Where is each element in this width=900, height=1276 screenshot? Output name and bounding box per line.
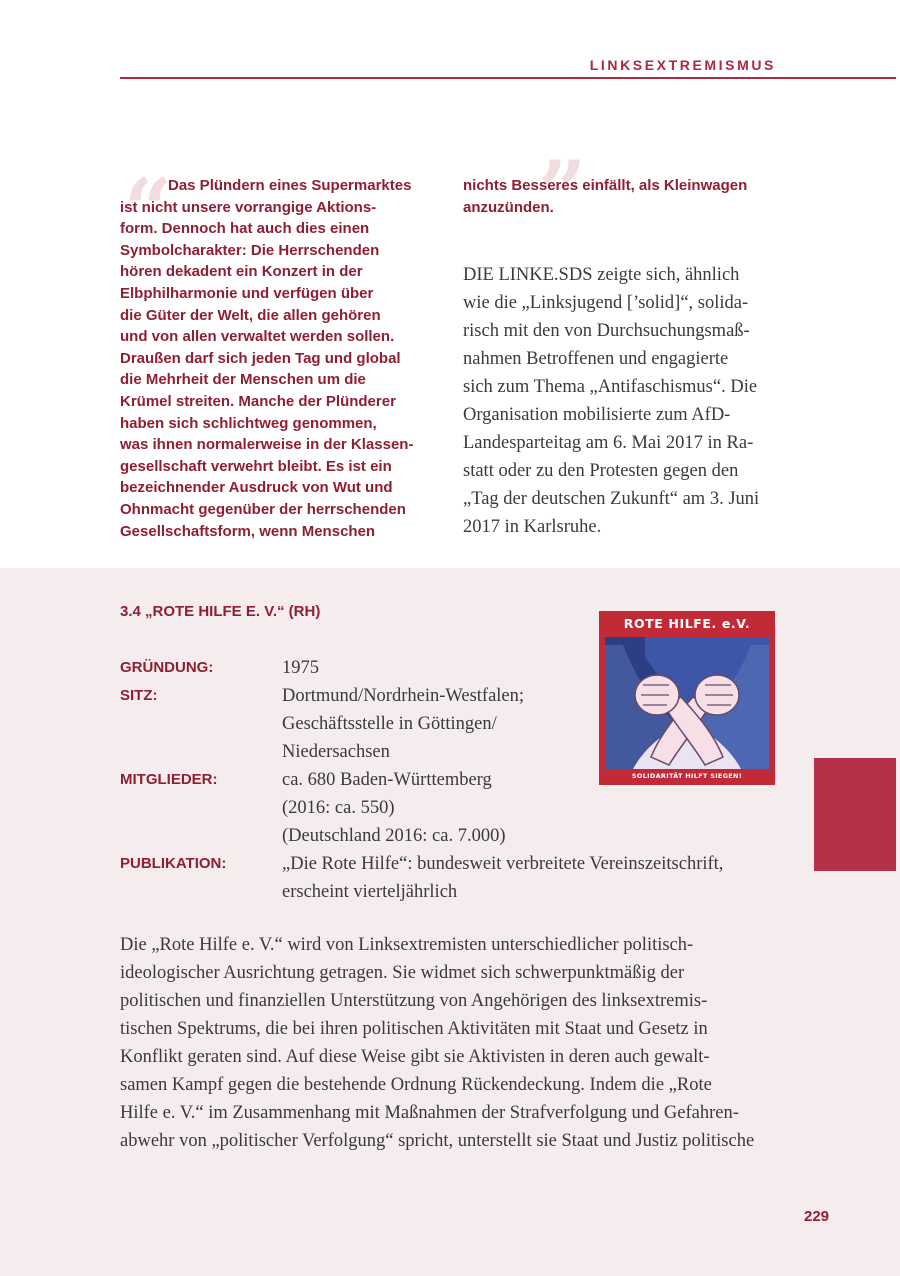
quote-line: die Güter der Welt, die allen gehören [120,306,381,324]
paragraph-line: Konflikt geraten sind. Auf diese Weise gibt sie Aktivisten in deren auch gewalt- [120,1047,710,1067]
paragraph-line: wie die „Linksjugend [’solid]“, solida- [463,293,749,313]
quote-line: Ohnmacht gegenüber der herrschenden [120,500,406,518]
paragraph-line: abwehr von „politischer Verfolgung“ spricht, unterstellt sie Staat und Justiz politische [120,1131,755,1151]
fact-value-publikation [282,850,723,906]
paragraph-line: ideologischer Ausrichtung getragen. Sie widmet sich schwerpunktmäßig der [120,963,685,983]
quote-line: Elbphilharmonie und verfügen über [120,284,374,302]
paragraph-line: politischen und finanziellen Unterstützung von Angehörigen des linksextremis- [120,991,708,1011]
quote-line: und von allen verwaltet werden sollen. [120,328,395,346]
paragraph-line: risch mit den von Durchsuchungsmaß- [463,321,750,341]
paragraph-line: sich zum Thema „Antifaschismus“. Die [463,377,758,397]
logo-title: ROTE HILFE. e.V. [623,616,751,631]
fact-value-gruendung [282,654,319,682]
paragraph-line: „Tag der deutschen Zukunft“ am 3. Juni [463,489,760,509]
fact-label-mitglieder: MITGLIEDER: [120,771,218,788]
fact-value-mitglieder [282,766,505,850]
pull-quote-left [120,175,440,542]
quote-line: nichts Besseres einfällt, als Kleinwagen [463,177,748,194]
rote-hilfe-logo [599,611,775,785]
quote-line: Krümel streiten. Manche der Plünderer [120,392,396,410]
fact-label-gruendung: GRÜNDUNG: [120,659,214,676]
chapter-side-tab [814,758,896,871]
paragraph-line: statt oder zu den Protesten gegen den [463,461,739,481]
opening-quote-mark: “ [124,160,173,259]
paragraph-line: samen Kampf gegen die bestehende Ordnung Rückendeckung. Indem die „Rote [120,1075,712,1095]
fact-value-line: 1975 [282,658,319,678]
paragraph-line: Organisation mobilisierte zum AfD- [463,405,731,425]
page-number: 229 [804,1208,830,1225]
fact-value-line: ca. 680 Baden-Württemberg [282,770,492,790]
section-heading: 3.4 „ROTE HILFE E. V.“ (RH) [120,603,321,620]
closing-quote-mark: ” [538,142,587,241]
fact-value-line: (2016: ca. 550) [282,798,395,818]
fact-value-line: Niedersachsen [282,742,390,762]
quote-line: ist nicht unsere vorrangige Aktions- [120,198,377,216]
fact-value-line: erscheint vierteljährlich [282,882,458,902]
running-header: LINKSEXTREMISMUS [589,57,776,73]
quote-line: die Mehrheit der Menschen um die [120,371,366,389]
quote-line: Gesellschaftsform, wenn Menschen [120,522,376,540]
fact-value-line: Geschäftsstelle in Göttingen/ [282,714,497,734]
fact-label-publikation: PUBLIKATION: [120,855,227,872]
quote-line: anzuzünden. [463,198,554,216]
quote-line: hören dekadent ein Konzert in der [120,263,363,281]
header-rule [120,77,896,79]
quote-line: Symbolcharakter: Die Herrschenden [120,241,380,259]
fact-label-sitz: SITZ: [120,687,158,704]
quote-line: was ihnen normalerweise in der Klassen- [120,436,414,454]
right-column-paragraph [463,261,783,541]
quote-line: Das Plündern eines Supermarktes [168,177,412,194]
fact-value-sitz [282,682,524,766]
paragraph-line: 2017 in Karlsruhe. [463,517,602,537]
main-paragraph [120,931,776,1155]
quote-line: gesellschaft verwehrt bleibt. Es ist ein [120,457,392,475]
paragraph-line: tischen Spektrums, die bei ihren politischen Aktivitäten mit Staat und Gesetz in [120,1019,708,1039]
quote-line: form. Dennoch hat auch dies einen [120,220,370,238]
paragraph-line: Landesparteitag am 6. Mai 2017 in Ra- [463,433,754,453]
fact-value-line: Dortmund/Nordrhein-Westfalen; [282,686,525,706]
quote-line: Draußen darf sich jeden Tag und global [120,349,401,367]
quote-line: bezeichnender Ausdruck von Wut und [120,479,393,497]
paragraph-line: Hilfe e. V.“ im Zusammenhang mit Maßnahmen der Strafverfolgung und Gefahren- [120,1103,739,1123]
quote-line: haben sich schlichtweg genommen, [120,414,377,432]
paragraph-line: nahmen Betroffenen und engagierte [463,349,729,369]
crossed-fists-icon [605,637,769,769]
fact-value-line: „Die Rote Hilfe“: bundesweit verbreitete Vereinszeitschrift, [282,854,724,874]
fact-value-line: (Deutschland 2016: ca. 7.000) [282,826,506,846]
paragraph-line: Die „Rote Hilfe e. V.“ wird von Linksextremisten unterschiedlicher politisch- [120,935,694,955]
pull-quote-right [463,175,783,218]
paragraph-line: DIE LINKE.SDS zeigte sich, ähnlich [463,265,740,285]
logo-slogan: SOLIDARITÄT HILFT SIEGEN! [631,772,743,780]
